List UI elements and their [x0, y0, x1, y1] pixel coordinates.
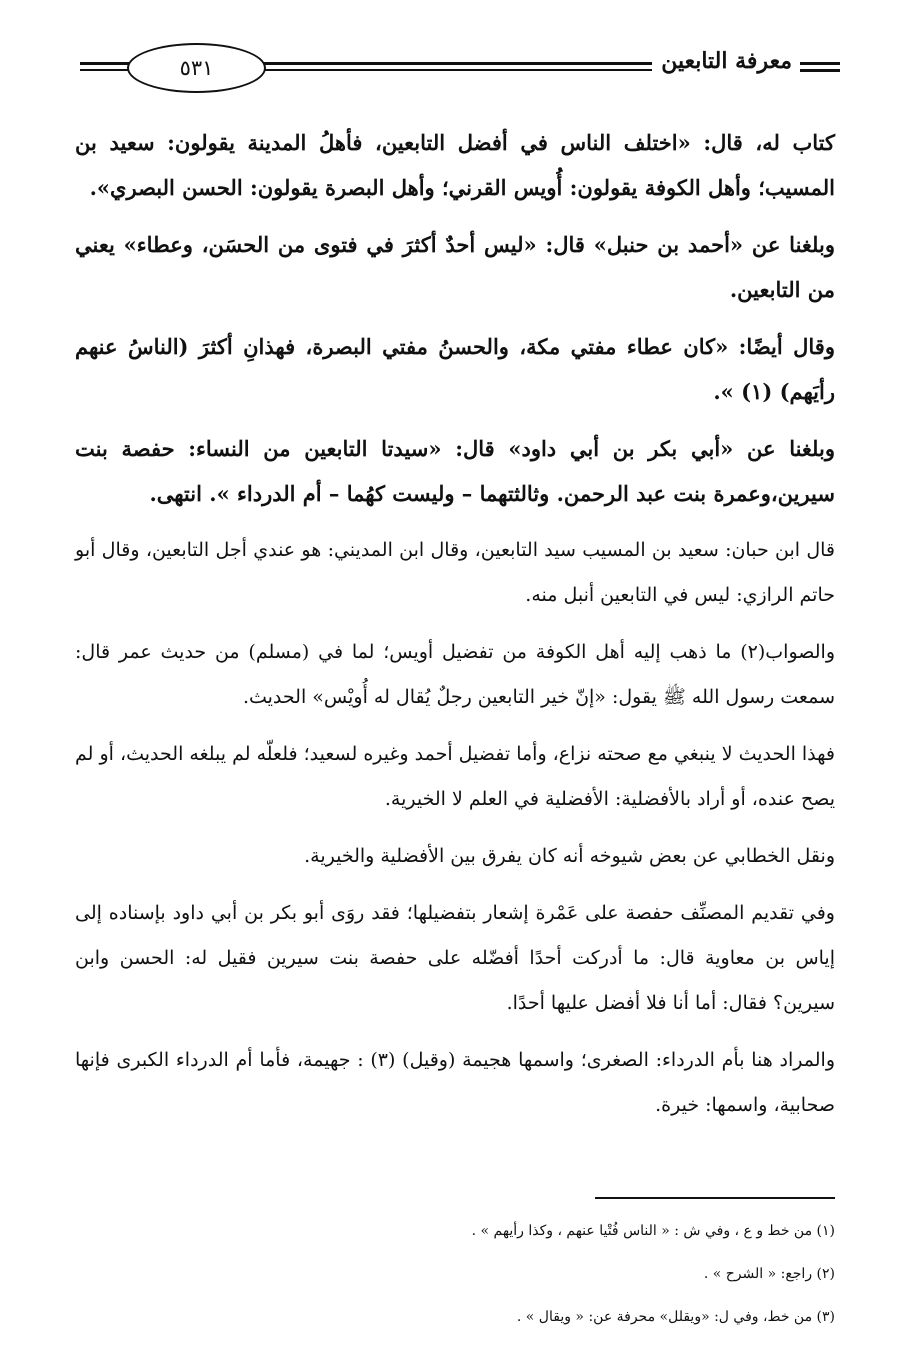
paragraph: وقال أيضًا: «كان عطاء مفتي مكة، والحسنُ مفتي البصرة، فهذانِ أكثرَ (الناسُ عنهم رأيَهم) (١) ». — [75, 334, 835, 404]
paragraph: ونقل الخطابي عن بعض شيوخه أنه كان يفرق بين الأفضلية والخيرية. — [304, 845, 835, 867]
paragraph: فهذا الحديث لا ينبغي مع صحته نزاع، وأما تفضيل أحمد وغيره لسعيد؛ فلعلّه لم يبلغه الحديث، أو لم يصح عنده، أو أراد بالأفضلية: الأفضلية في العلم لا الخيرية. — [75, 743, 835, 810]
header-ornament — [800, 62, 840, 76]
header-rule-middle-bottom — [260, 69, 652, 71]
page-number: ٥٣١ — [127, 43, 266, 93]
paragraph: وفي تقديم المصنِّف حفصة على عَمْرة إشعار بتفضيلها؛ فقد روَى أبو بكر بن أبي داود بإسناده إلى إياس بن معاوية قال: ما أدركت أحدًا أفضّله على حفصة بنت سيرين فقيل له: الحسن وابن سيرين؟ فقال: أما أنا فلا أفضل عليها أحدًا. — [75, 902, 835, 1014]
paragraph: وبلغنا عن «أحمد بن حنبل» قال: «ليس أحدٌ أكثرَ في فتوى من الحسَن، وعطاء» يعني من التابعين. — [75, 232, 835, 302]
footnote: (٢) راجع: « الشرح » . — [703, 1266, 835, 1282]
main-text — [75, 120, 835, 1140]
footnote-divider — [595, 1197, 835, 1199]
paragraph: كتاب له، قال: «اختلف الناس في أفضل التابعين، فأهلُ المدينة يقولون: سعيد بن المسيب؛ وأهل الكوفة يقولون: أُويس القرني؛ وأهل البصرة يقولون: الحسن البصري». — [75, 130, 835, 200]
paragraph: وبلغنا عن «أبي بكر بن أبي داود» قال: «سيدتا التابعين من النساء: حفصة بنت سيرين،وعمرة بنت عبد الرحمن. وثالثتهما – وليست كهُما – أم الدرداء ». انتهى. — [75, 436, 835, 506]
header-rule-middle-top — [260, 62, 652, 65]
footnotes — [75, 1210, 835, 1339]
paragraph: والمراد هنا بأم الدرداء: الصغرى؛ واسمها هجيمة (وقيل) (٣) : جهيمة، فأما أم الدرداء الكبرى فإنها صحابية، واسمها: خيرة. — [75, 1049, 835, 1116]
header-rule-left-bottom — [80, 69, 130, 71]
paragraph: قال ابن حبان: سعيد بن المسيب سيد التابعين، وقال ابن المديني: هو عندي أجل التابعين، وقال أبو حاتم الرازي: ليس في التابعين أنبل منه. — [75, 539, 835, 606]
footnote: (٣) من خط، وفي ل: «ويقلل» محرفة عن: « ويقال » . — [516, 1309, 835, 1325]
running-title: معرفة التابعين — [661, 48, 792, 74]
footnote: (١) من خط و ع ، وفي ش : « الناس فُتْيا عنهم ، وكذا رأيهم » . — [471, 1223, 835, 1239]
header-rule-left-top — [80, 62, 130, 65]
page-header — [80, 38, 840, 98]
paragraph: والصواب(٢) ما ذهب إليه أهل الكوفة من تفضيل أويس؛ لما في (مسلم) من حديث عمر قال: سمعت رسول الله ﷺ يقول: «إنّ خير التابعين رجلٌ يُقال له أُويْس» الحديث. — [75, 641, 835, 708]
